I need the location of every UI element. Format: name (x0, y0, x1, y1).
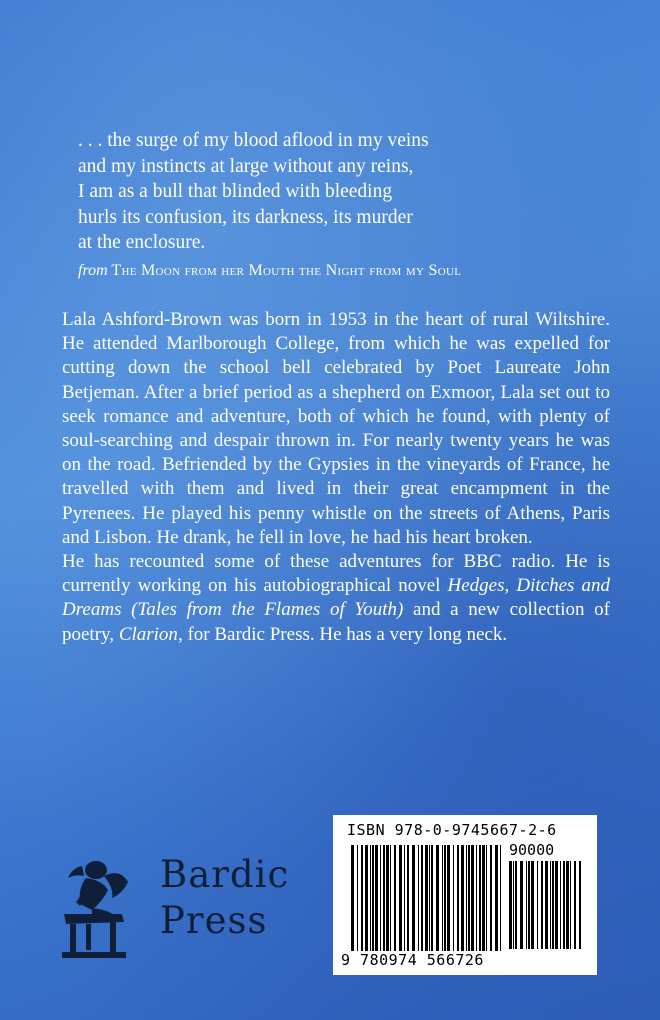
poem-line: and my instincts at large without any reins, (78, 155, 414, 177)
poem-line: at the enclosure. (78, 232, 206, 253)
barcode-bars (351, 845, 503, 953)
poem-line: hurls its confusion, its darkness, its murder (78, 206, 413, 228)
poem-source (78, 258, 618, 285)
publisher-logo (52, 852, 312, 962)
barcode-digits: 9 780974 566726 (341, 951, 484, 969)
addon-barcode-bars (509, 861, 581, 949)
isbn-label: ISBN 978-0-9745667-2-6 (347, 821, 557, 839)
bio-text: and a new collection of poetry, (62, 599, 611, 645)
publisher-name-line2: Press (160, 899, 268, 942)
author-bio (62, 308, 610, 647)
poem-source-title: The Moon from her Mouth the Night from my Soul (111, 261, 462, 279)
poem-excerpt (78, 128, 618, 284)
addon-number: 90000 (509, 841, 555, 859)
poem-line: I am as a bull that blinded with bleeding (78, 181, 393, 202)
publisher-name-line1: Bardic (160, 853, 290, 896)
poem-source-prefix: from (78, 261, 108, 279)
book-title-clarion: Clarion (118, 623, 178, 645)
book-title-hedges: Hedges, Ditches and Dreams (Tales from the Flames of Youth) (62, 575, 610, 621)
bio-text: He has recounted some of these adventures for BBC radio. He is currently working on his autobiographical novel (62, 551, 610, 597)
bio-text: , for Bardic Press. He has a very long neck. (177, 623, 508, 645)
isbn-barcode (333, 815, 597, 975)
bio-paragraph-1: Lala Ashford-Brown was born in 1953 in the heart of rural Wiltshire. He attended Marlborough College, from which he was expelled for cutting down the school bell celebrated by Poet Laureate John Betjeman. After a brief period as a shepherd on Exmoor, Lala set out to seek romance and adventure, both of which he found, with plenty of soul-searching and despair thrown in. For nearly twenty years he was on the road. Befriended by the Gypsies in the vineyards of France, he travelled with them and lived in their great encampment in the Pyrenees. He played his penny whistle on the streets of Athens, Paris and Lisbon. He drank, he fell in love, he had his heart broken. (62, 309, 610, 548)
poem-line: . . . the surge of my blood aflood in my veins (78, 130, 429, 151)
publisher-name (160, 852, 320, 944)
bio-paragraph-2 (62, 550, 610, 647)
bard-figure-icon (52, 852, 152, 962)
